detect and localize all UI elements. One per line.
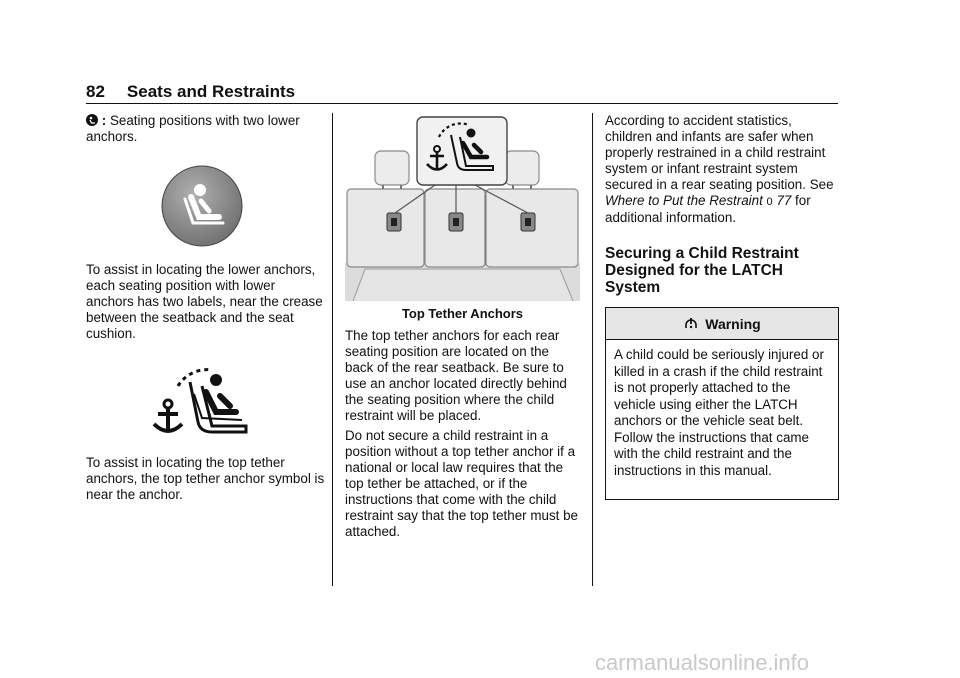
column-divider-1 [332, 113, 333, 586]
lower-anchor-label-icon [86, 114, 98, 126]
top-tether-anchor-symbol-icon [150, 366, 254, 438]
warning-text: A child could be seriously injured or killed in a crash if the child restraint is not properly attached to the vehicle using either the LATCH anchors or the vehicle seat belt. Follow the instructions that came with the child restraint and the instructions in this manual. [614, 347, 824, 478]
figure-caption: Top Tether Anchors [401, 306, 524, 321]
watermark: carmanualsonline.info [595, 650, 810, 675]
accident-statistics-text: According to accident statistics, children and infants are safer when properly restrained in a child restraint system or infant restraint system secured in a rear seating position. See [605, 113, 834, 192]
warning-title: Warning [705, 315, 761, 332]
page-ref-arrow-icon: 0 [766, 196, 773, 208]
warning-icon [683, 316, 699, 332]
lower-anchor-paragraph: To assist in locating the lower anchors, each seating position with lower anchors has two labels, near the crease between the seatback and the seat cushion. [86, 262, 323, 341]
top-tether-locate-paragraph: To assist in locating the top tether anchors, the top tether anchor symbol is near the anchor. [86, 455, 325, 502]
warning-box [605, 307, 839, 500]
lower-anchor-intro [86, 113, 326, 145]
tether-requirement-paragraph: Do not secure a child restraint in a position without a top tether anchor if a national or local law requires that the top tether be attached, or if the instructions that come with the child restraint say that the top tether must be attached. [345, 428, 578, 539]
column-divider-2 [592, 113, 593, 586]
top-tether-anchors-figure [345, 115, 580, 301]
additional-information-text: for additional information. [605, 193, 811, 225]
page-number: 82 [86, 82, 105, 101]
header-rule [86, 103, 838, 104]
section-title: Seats and Restraints [126, 82, 296, 101]
lower-anchor-symbol-icon [161, 165, 243, 247]
accident-statistics-paragraph [605, 113, 837, 226]
xref-title-link[interactable]: Where to Put the Restraint [605, 193, 763, 208]
latch-section-heading: Securing a Child Restraint Designed for the LATCH System [605, 245, 799, 296]
xref-page-link[interactable]: 77 [776, 193, 792, 208]
warning-header [606, 308, 838, 340]
page-header [86, 82, 295, 102]
lower-anchor-intro-text: Seating positions with two lower anchors. [86, 113, 300, 144]
label-colon: : [101, 113, 107, 128]
tether-location-paragraph: The top tether anchors for each rear seating position are located on the back of the rear seatback. Be sure to use an anchor located directly behind the seating position where the child restraint will be placed. [345, 328, 567, 423]
